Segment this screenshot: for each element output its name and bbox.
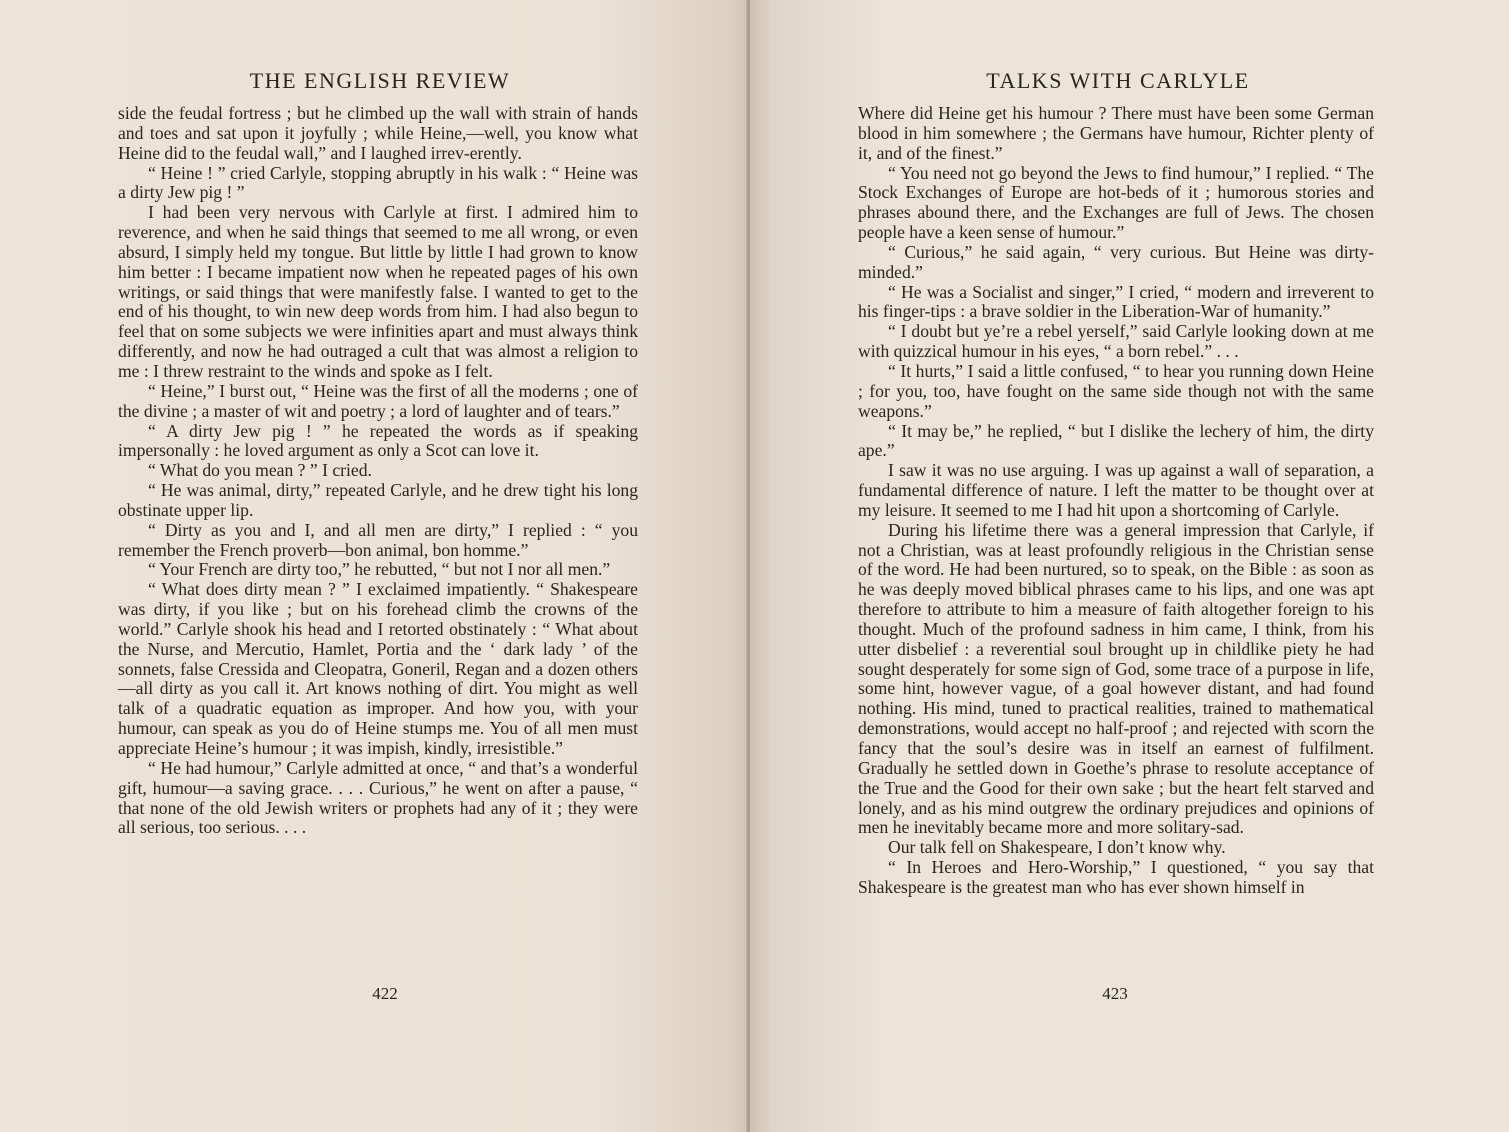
- paragraph: “ What does dirty mean ? ” I exclaimed impatiently. “ Shakespeare was dirty, if you like ; but on his forehead climb the crowns of the world.” Carlyle shook his head and I retorted obstinately : “ What about the Nurse, and Mercutio, Hamlet, Portia and the ‘ dark lady ’ of the sonnets, false Cressida and Cleopatra, Goneril, Regan and a dozen others—all dirty as you call it. Art knows nothing of dirt. You might as well talk of a quadratic equation as improper. And how you, with your humour, can speak as you do of Heine stumps me. You of all men must appreciate Heine’s humour ; it was impish, kindly, irresistible.”: [118, 579, 638, 758]
- paragraph: “ Heine,” I burst out, “ Heine was the first of all the moderns ; one of the divine ; a master of wit and poetry ; a lord of laughter and of tears.”: [118, 380, 638, 421]
- running-head-right: TALKS WITH CARLYLE: [986, 68, 1250, 93]
- paragraph: “ Dirty as you and I, and all men are dirty,” I replied : “ you remember the French proverb—bon animal, bon homme.”: [118, 519, 638, 560]
- paragraph: “ He was animal, dirty,” repeated Carlyle, and he drew tight his long obstinate upper lip.: [118, 480, 638, 520]
- paragraph: “ Curious,” he said again, “ very curious. But Heine was dirty-minded.”: [858, 241, 1374, 282]
- left-page: [0, 0, 750, 1132]
- paragraph: “ What do you mean ? ” I cried.: [148, 460, 372, 481]
- paragraph: “ It may be,” he replied, “ but I dislike the lechery of him, the dirty ape.”: [858, 420, 1374, 461]
- paragraph: “ It hurts,” I said a little confused, “ to hear you running down Heine ; for you, too, have fought on the same side though not with the same weapons.”: [858, 360, 1374, 421]
- paragraph: side the feudal fortress ; but he climbed up the wall with strain of hands and toes and sat upon it joyfully ; while Heine,—well, you know what Heine did to the feudal wall,” and I laughed irrev-erently.: [118, 103, 638, 163]
- paragraph: “ I doubt but ye’re a rebel yerself,” said Carlyle looking down at me with quizzical humour in his eyes, “ a born rebel.” . . .: [858, 321, 1374, 362]
- paragraph: During his lifetime there was a general impression that Carlyle, if not a Christian, was at least profoundly religious in the Christian sense of the word. He had been nurtured, so to speak, on the Bible : as soon as he was deeply moved biblical phrases came to his lips, and one was apt therefore to attribute to him a measure of faith altogether foreign to his thought. Much of the profound sadness in him came, I think, from his utter disbelief : a reverential soul brought up in childlike piety he had sought desperately for some sign of God, some trace of a purpose in life, some hint, however vague, of a goal however distant, and had found nothing. His mind, tuned to practical realities, trained to mathematical demonstrations, would accept no half-proof ; and rejected with scorn the fancy that the soul’s desire was in itself an earnest of fulfilment. Gradually he settled down in Goethe’s phrase to resolute acceptance of the True and the Good for their own sake ; but the heart felt starved and lonely, and as his mind outgrew the ordinary prejudices and opinions of men he inevitably became more and more solitary-sad.: [858, 519, 1374, 838]
- paragraph: “ You need not go beyond the Jews to find humour,” I replied. “ The Stock Exchanges of Europe are hot-beds of it ; humorous stories and phrases abound there, and the Exchanges are full of Jews. The chosen people have a keen sense of humour.”: [858, 162, 1374, 243]
- paragraph: “ In Heroes and Hero-Worship,” I questioned, “ you say that Shakespeare is the greatest man who has ever shown himself in: [858, 857, 1374, 897]
- paragraph: Our talk fell on Shakespeare, I don’t know why.: [888, 837, 1226, 858]
- running-head-left: THE ENGLISH REVIEW: [249, 68, 511, 93]
- left-page-text: [118, 104, 638, 838]
- paragraph: I had been very nervous with Carlyle at first. I admired him to reverence, and when he said things that seemed to me all wrong, or even absurd, I simply held my tongue. But little by little I had grown to know him better : I became impatient now when he repeated pages of his own writings, or said things that were manifestly false. I wanted to get to the end of his thought, to win new deep words from him. I had also begun to feel that on some subjects we were infinities apart and must always think differently, and now he had outraged a cult that was almost a religion to me : I threw restraint to the winds and spoke as I felt.: [118, 202, 638, 381]
- paragraph: “ A dirty Jew pig ! ” he repeated the words as if speaking impersonally : he loved argument as only a Scot can love it.: [118, 420, 638, 461]
- paragraph: “ He was a Socialist and singer,” I cried, “ modern and irreverent to his finger-tips : a brave soldier in the Liberation-War of humanity.”: [858, 281, 1374, 322]
- paragraph: “ Heine ! ” cried Carlyle, stopping abruptly in his walk : “ Heine was a dirty Jew pig ! ”: [118, 162, 638, 203]
- page-number-right: 423: [1102, 984, 1128, 1003]
- paragraph: “ Your French are dirty too,” he rebutted, “ but not I nor all men.”: [148, 559, 611, 580]
- page-number-left: 422: [372, 984, 398, 1003]
- right-page: [750, 0, 1509, 1132]
- paragraph: I saw it was no use arguing. I was up against a wall of separation, a fundamental difference of nature. I left the matter to be thought over at my leisure. It seemed to me I had hit upon a shortcoming of Carlyle.: [858, 460, 1374, 520]
- paragraph: “ He had humour,” Carlyle admitted at once, “ and that’s a wonderful gift, humour—a saving grace. . . . Curious,” he went on after a pause, “ that none of the old Jewish writers or prophets had any of it ; they were all serious, too serious. . . .: [118, 757, 638, 838]
- paragraph: Where did Heine get his humour ? There must have been some German blood in him somewhere ; the Germans have humour, Richter plenty of it, and of the finest.”: [858, 103, 1374, 163]
- right-page-text: [858, 104, 1374, 898]
